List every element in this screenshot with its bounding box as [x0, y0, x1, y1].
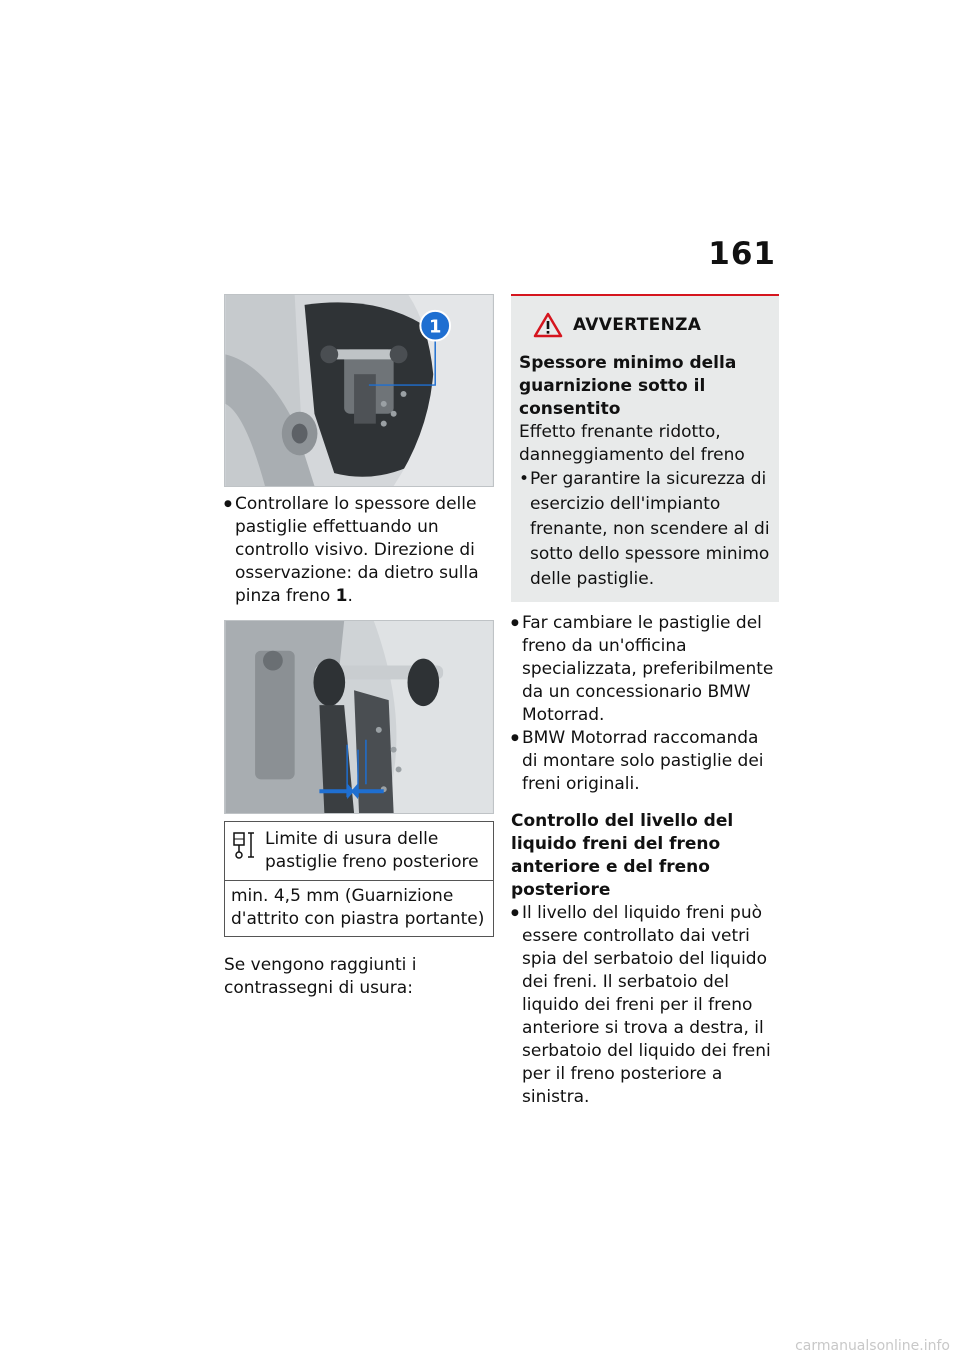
warning-body: Effetto frenante ridotto, danneggiamento del freno [519, 422, 745, 465]
inspection-steps [224, 493, 494, 608]
warning-items [519, 467, 771, 592]
list-item: • Per garantire la sicurezza di esercizio dell'impianto frenante, non scendere al di sotto dello spessore minimo delle pastiglie. [519, 467, 771, 592]
list-item: ● Il livello del liquido freni può essere controllato dai vetri spia del serbatoio del liquido dei freni. Il serbatoio del liquido dei freni per il freno anteriore si trova a destra, il serbatoio del liquido dei freni per il freno posteriore a sinistra. [511, 902, 779, 1109]
list-item: ● Controllare lo spessore delle pastiglie effettuando un controllo visivo. Direzione di osservazione: da dietro sulla pinza freno 1. [224, 493, 494, 608]
fluid-check-steps [511, 902, 779, 1109]
brake-pad-wear-icon [225, 828, 265, 874]
warning-headline: Spessore minimo della guarnizione sotto il consentito [519, 353, 737, 419]
list-item: ● Far cambiare le pastiglie del freno da un'officina specializzata, preferibilmente da un concessionario BMW Motorrad. [511, 612, 779, 727]
watermark: carmanualsonline.info [795, 1338, 950, 1354]
wear-limit-spec [224, 821, 494, 937]
brake-pad-closeup-photo [224, 620, 494, 814]
right-column [511, 294, 779, 1109]
brake-caliper-photo [224, 294, 494, 487]
left-column [224, 294, 494, 1000]
section-heading: Controllo del livello del liquido freni del freno anteriore e del freno posteriore [511, 811, 734, 900]
warning-triangle-icon [533, 312, 563, 338]
spec-value: min. 4,5 mm (Guarnizione d'attrito con piastra portante) [231, 886, 485, 929]
callout-reference: 1 [335, 586, 348, 606]
warning-box [511, 294, 779, 602]
list-item: ● BMW Motorrad raccomanda di montare solo pastiglie dei freni originali. [511, 727, 779, 796]
replacement-steps [511, 612, 779, 796]
warning-title: AVVERTENZA [573, 315, 702, 335]
note-text: Se vengono raggiunti i contrassegni di usura: [224, 955, 417, 998]
page-number: 161 [708, 236, 776, 272]
spec-label: Limite di usura delle pastiglie freno posteriore [265, 829, 479, 872]
callout-number: 1 [429, 316, 442, 338]
